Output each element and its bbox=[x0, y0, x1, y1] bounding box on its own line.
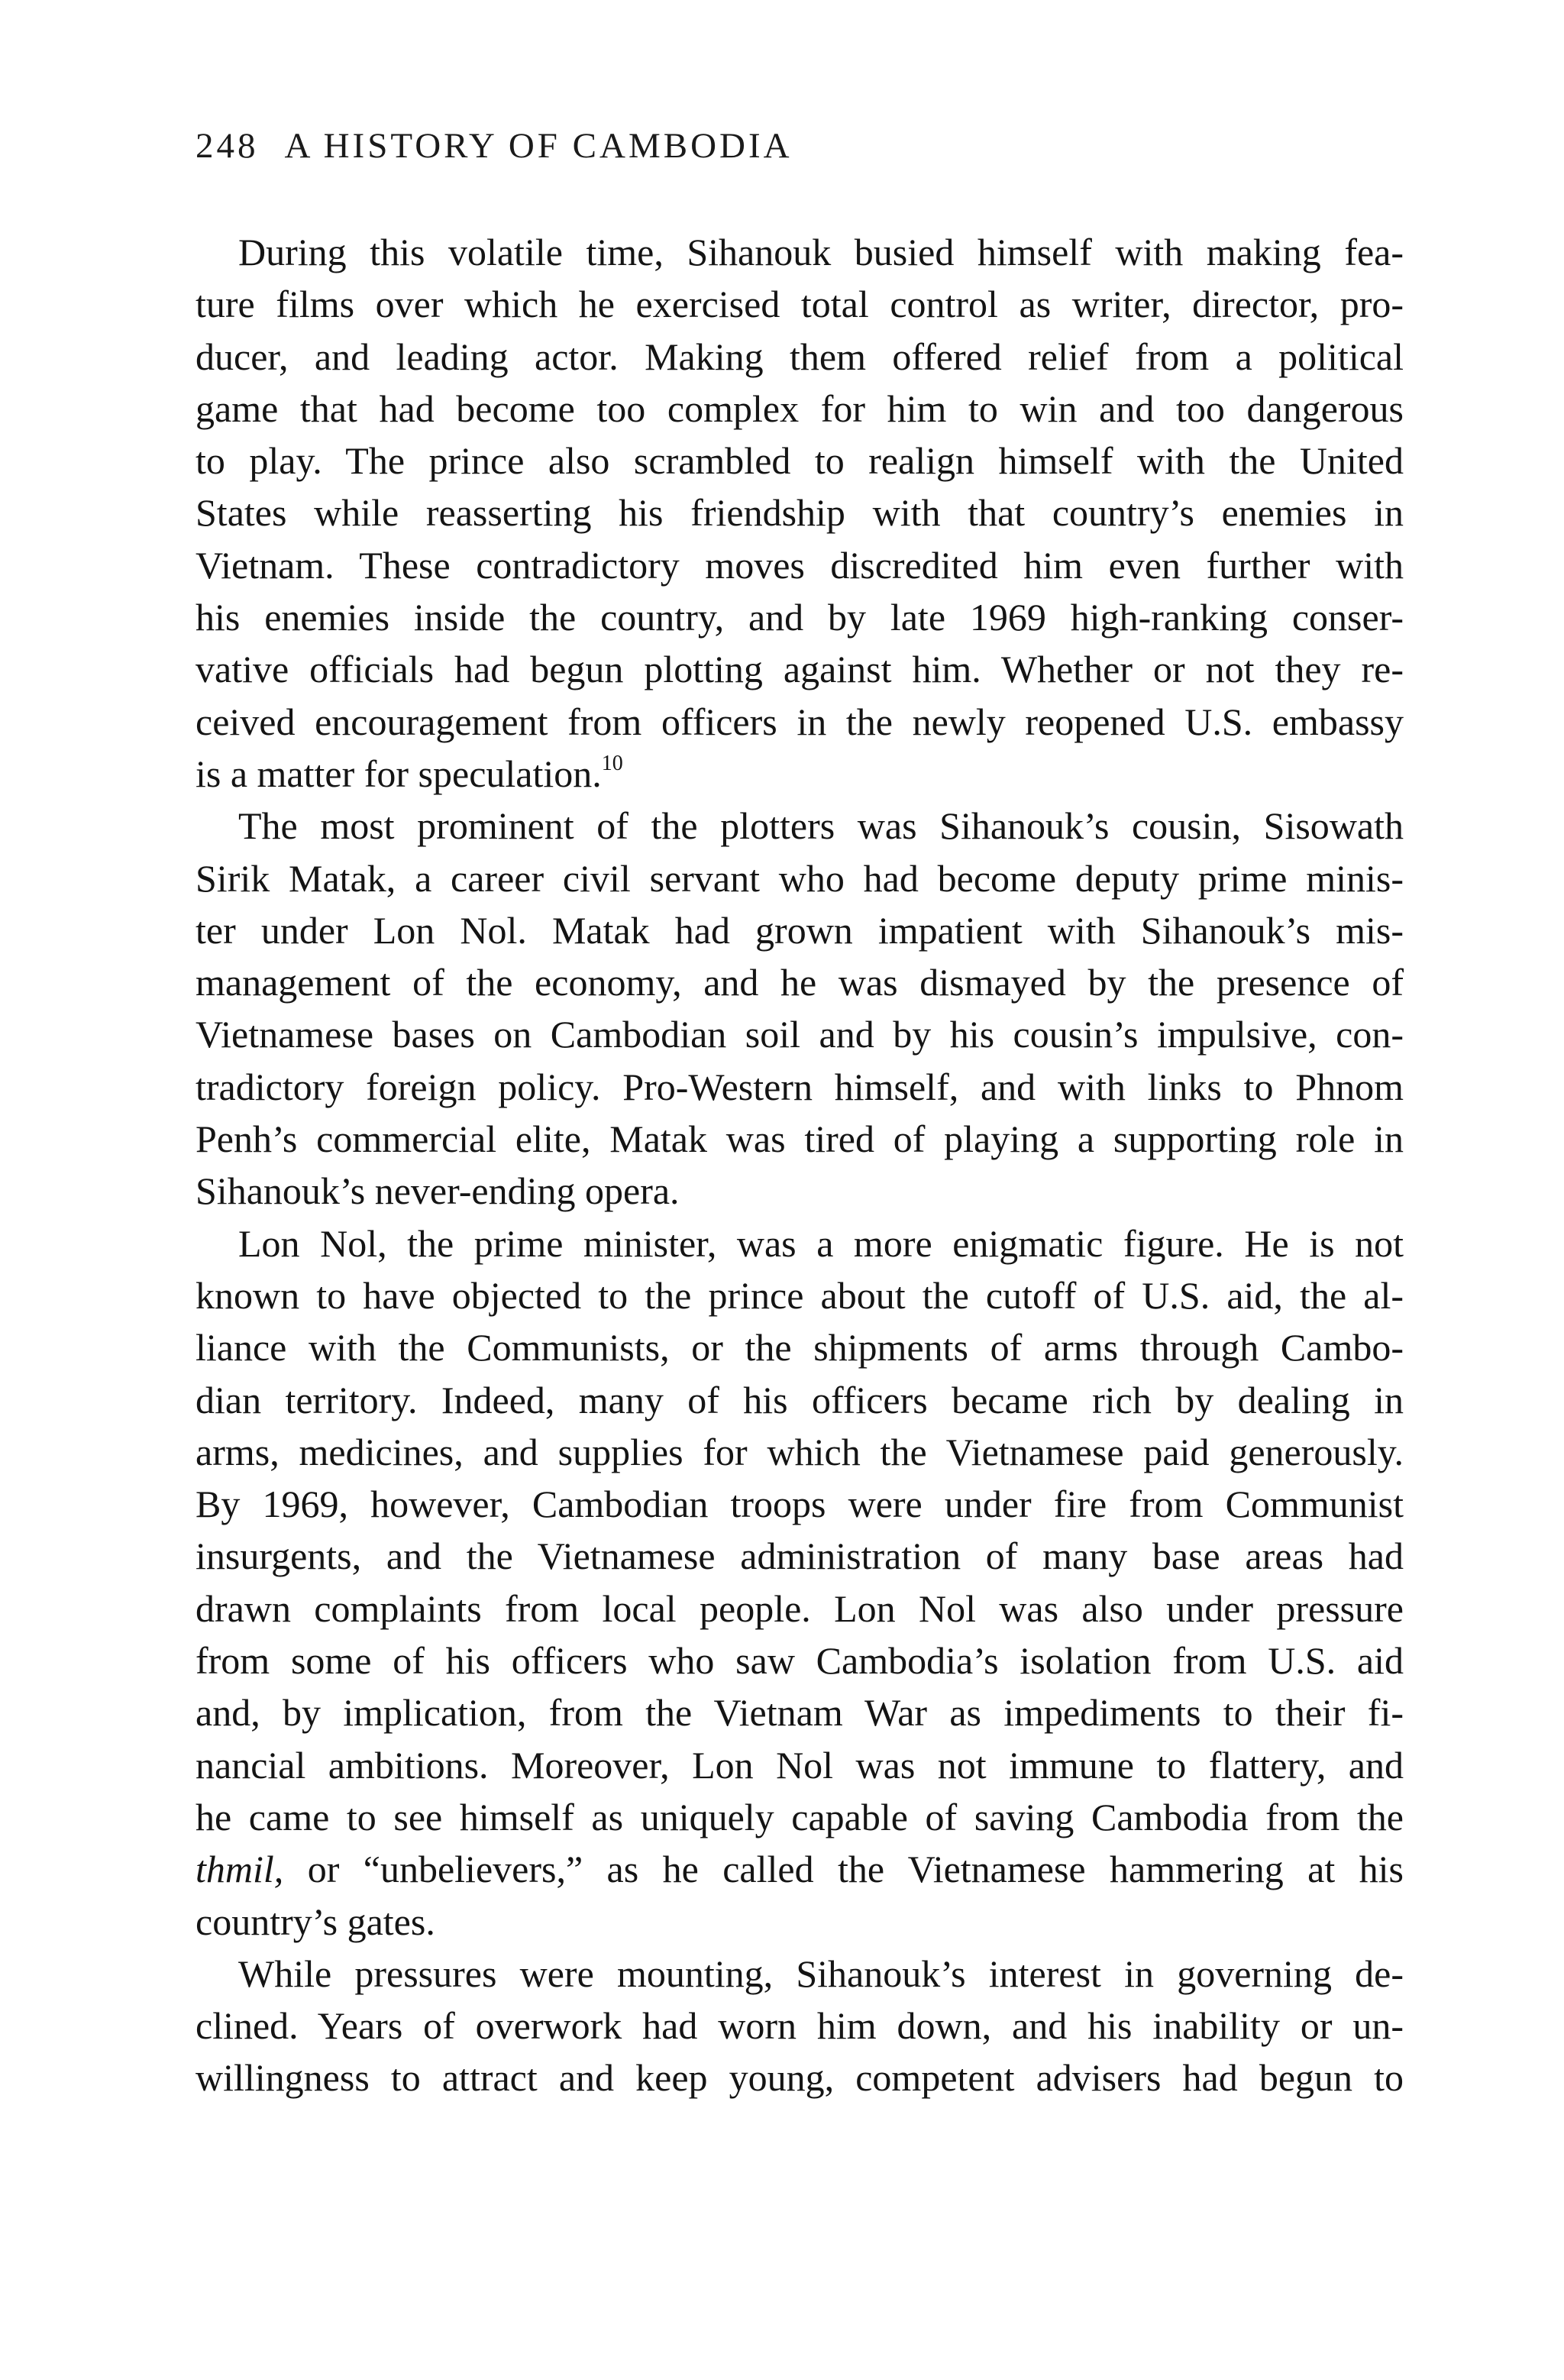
text-line: from some of his officers who saw Cambodia’s isolation from U.S. aid bbox=[196, 1639, 1404, 1683]
body-text bbox=[196, 226, 1404, 2104]
text-line: clined. Years of overwork had worn him down, and his inability or un- bbox=[196, 2004, 1404, 2048]
text-line: States while reasserting his friendship with that country’s enemies in bbox=[196, 491, 1404, 535]
text-line: ter under Lon Nol. Matak had grown impatient with Sihanouk’s mis- bbox=[196, 908, 1404, 952]
text-line: While pressures were mounting, Sihanouk’s interest in governing de- bbox=[238, 1952, 1404, 1995]
text-line: The most prominent of the plotters was Sihanouk’s cousin, Sisowath bbox=[238, 804, 1404, 848]
text-line: Vietnam. These contradictory moves discredited him even further with bbox=[196, 543, 1404, 587]
paragraph-2 bbox=[196, 800, 1404, 1217]
footnote-marker[interactable]: 10 bbox=[601, 751, 623, 775]
text-line: to play. The prince also scrambled to realign himself with the United bbox=[196, 439, 1404, 483]
paragraph-3 bbox=[196, 1217, 1404, 1948]
text-line: ture films over which he exercised total control as writer, director, pro- bbox=[196, 283, 1404, 326]
text-line: Sirik Matak, a career civil servant who had become deputy prime minis- bbox=[196, 856, 1404, 900]
page-number: 248 bbox=[196, 126, 259, 166]
text-line bbox=[196, 1843, 1404, 1895]
text-line: his enemies inside the country, and by late 1969 high-ranking conser- bbox=[196, 596, 1404, 639]
text-line: Lon Nol, the prime minister, was a more enigmatic figure. He is not bbox=[238, 1221, 1404, 1265]
text-line: tradictory foreign policy. Pro-Western himself, and with links to Phnom bbox=[196, 1065, 1404, 1108]
text-line: dian territory. Indeed, many of his officers became rich by dealing in bbox=[196, 1378, 1404, 1421]
paragraph-4 bbox=[196, 1948, 1404, 2104]
text-line: ceived encouragement from officers in the newly reopened U.S. embassy bbox=[196, 700, 1404, 743]
text-line: country’s gates. bbox=[196, 1900, 435, 1943]
text-line: and, by implication, from the Vietnam War as impediments to their fi- bbox=[196, 1691, 1404, 1735]
text-line: arms, medicines, and supplies for which the Vietnamese paid generously. bbox=[196, 1430, 1404, 1473]
paragraph-1 bbox=[196, 226, 1404, 800]
text-line: he came to see himself as uniquely capable of saving Cambodia from the bbox=[196, 1795, 1404, 1838]
text-line: Penh’s commercial elite, Matak was tired of playing a supporting role in bbox=[196, 1117, 1404, 1161]
text-line-content: is a matter for speculation. bbox=[196, 752, 602, 795]
text-line: ducer, and leading actor. Making them offered relief from a political bbox=[196, 335, 1404, 378]
italic-term: thmil, bbox=[196, 1848, 284, 1891]
running-title: A HISTORY OF CAMBODIA bbox=[284, 126, 793, 166]
text-line-content: or “unbelievers,” as he called the Vietnamese hammering at his bbox=[283, 1848, 1404, 1891]
text-line: management of the economy, and he was dismayed by the presence of bbox=[196, 961, 1404, 1004]
text-line: willingness to attract and keep young, competent advisers had begun to bbox=[196, 2056, 1404, 2100]
text-line: liance with the Communists, or the shipments of arms through Cambo- bbox=[196, 1326, 1404, 1369]
text-line: nancial ambitions. Moreover, Lon Nol was not immune to flattery, and bbox=[196, 1743, 1404, 1787]
text-line: Sihanouk’s never-ending opera. bbox=[196, 1169, 680, 1213]
text-line: By 1969, however, Cambodian troops were under fire from Communist bbox=[196, 1483, 1404, 1526]
text-line: vative officials had begun plotting against him. Whether or not they re- bbox=[196, 648, 1404, 691]
text-line: drawn complaints from local people. Lon Nol was also under pressure bbox=[196, 1586, 1404, 1630]
text-line: game that had become too complex for him to win and too dangerous bbox=[196, 386, 1404, 430]
running-head bbox=[196, 125, 793, 167]
text-line: insurgents, and the Vietnamese administration of many base areas had bbox=[196, 1534, 1404, 1578]
text-line: known to have objected to the prince about the cutoff of U.S. aid, the al- bbox=[196, 1273, 1404, 1317]
text-line: During this volatile time, Sihanouk busied himself with making fea- bbox=[238, 231, 1404, 273]
text-line: Vietnamese bases on Cambodian soil and by his cousin’s impulsive, con- bbox=[196, 1013, 1404, 1056]
text-line bbox=[196, 748, 1404, 800]
